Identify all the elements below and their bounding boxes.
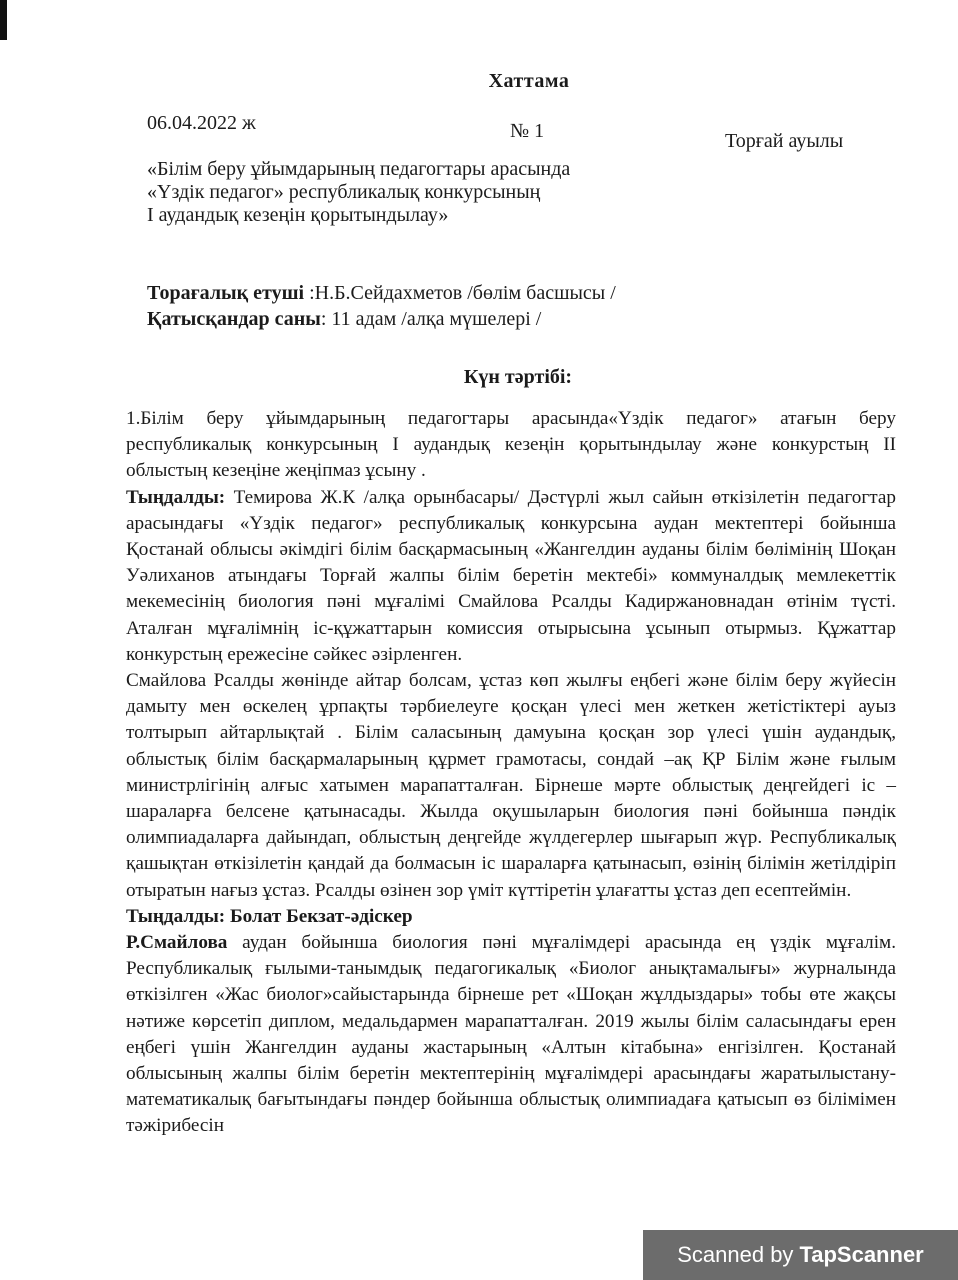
speaker-name: Р.Смайлова <box>126 932 228 954</box>
speaker-paragraph <box>126 930 896 1140</box>
scanner-watermark <box>643 1230 958 1280</box>
participants-label: Қатысқандар саны <box>147 308 321 330</box>
document-number: № 1 <box>510 120 545 142</box>
participants-value: : 11 адам /алқа мүшелері / <box>320 308 542 330</box>
agenda-item: 1.Білім беру ұйымдарының педагогтары арасында«Үздік педагог» атағын беру республикалық конкурсының І аудандық кезеңін қорытындылау және конкурстың ІІ облыстың кезеңіне жеңіпмаз ұсыну . <box>126 408 896 482</box>
document-body <box>126 406 896 1140</box>
watermark-prefix: Scanned by <box>677 1242 794 1267</box>
heard-paragraph-1 <box>126 485 896 668</box>
chairperson-value: :Н.Б.Сейдахметов /бөлім басшысы / <box>304 282 616 304</box>
chairperson-line <box>147 282 616 305</box>
agenda-heading: Күн тәртібі: <box>463 366 573 388</box>
topic-line: «Білім беру ұйымдарының педагогтары арасында <box>147 158 571 180</box>
watermark-brand: TapScanner <box>799 1242 924 1267</box>
heard-label: Тыңдалды: <box>126 486 226 508</box>
speaker-text: аудан бойынша биология пәні мұғалімдері арасында ең үздік мұғалім. Республикалық ғылыми-танымдық педагогикалық «Биолог анықтамалығы» журналында өткізілген «Жас биолог»сайыстарында бірнеше рет «Шоқан жұлдыздары» тобы өте жақсы нәтиже көрсетіп диплом, медальдармен марапатталған. 2019 жылы білім саласындағы ерен еңбегі үшін Жангелдин ауданы жастарының «Алтын кітабына» енгізілген. Қостанай облысының жалпы білім беретін мектептерінің мұғалімдері арасындағы жаратылыстану- математикалық бағытындағы пәндер бойынша облыстық олимпиадаға қатысып өз білімімен тәжірибесін <box>126 932 896 1137</box>
topic-line: І аудандық кезеңін қорытындылау» <box>147 204 449 226</box>
heard-paragraph-2: Тыңдалды: Болат Бекзат-әдіскер <box>126 905 413 927</box>
character-paragraph: Смайлова Рсалды жөнінде айтар болсам, ұстаз көп жылғы еңбегі және білім беру жүйесін дамыту мен өскелең ұрпақты тәрбиелеуге қосқан үлесі мен жеткен жетістіктері ауыз толтырып айтарлықтай . Білім саласының дамуына қосқан зор үлесі үшін аудандық, облыстық білім басқармаларының құрмет грамотасы, сондай –ақ ҚР Білім және ғылым министрлігінің алғыс хатымен марапатталған. Бірнеше мәрте облыстық деңгейдегі іс –шараларға белсене қатынасады. Жылда оқушыларын биология пәні бойынша пәндік олимпиадаларға дайындап, облыстың деңгейде жүлдегерлер шығарып жүр. Республикалық қашықтан өткізілетін қандай да болмасын іс шараларға қатынасып, өзінің білімін жетілдіріп отыратын нағыз ұстаз. Рсалды өзінен зор үміт күттіретін ұлағатты ұстаз деп есептеймін. <box>126 670 896 901</box>
meeting-topic <box>147 158 570 227</box>
document-place: Торғай ауылы <box>725 130 844 152</box>
topic-line: «Үздік педагог» республикалық конкурсының <box>147 181 541 203</box>
heard-text: Темирова Ж.К /алқа орынбасары/ Дәстүрлі жыл сайын өткізілетін педагогтар арасындағы «Үздік педагог» республикалық конкурсына аудан мектептері бойынша Қостанай облысы әкімдігі білім басқармасының «Жангелдин ауданы білім бөлімінің Шоқан Уәлиханов атындағы Торғай жалпы білім беретін мектебі» коммуналдық мемлекеттік мекемесінің биология пәні мұғалімі Смайлова Рсалды Кадиржановнадан өтінім түсті. Аталған мұғалімнің іс-құжаттарын комиссия отырысына ұсынып отырмыз. Құжаттар конкурстың ережесіне сәйкес әзірленген. <box>126 486 896 665</box>
document-title: Хаттама <box>488 70 570 92</box>
chairperson-label: Торағалық етуші <box>147 282 305 304</box>
document-date: 06.04.2022 ж <box>147 112 256 134</box>
participants-line <box>147 308 541 331</box>
